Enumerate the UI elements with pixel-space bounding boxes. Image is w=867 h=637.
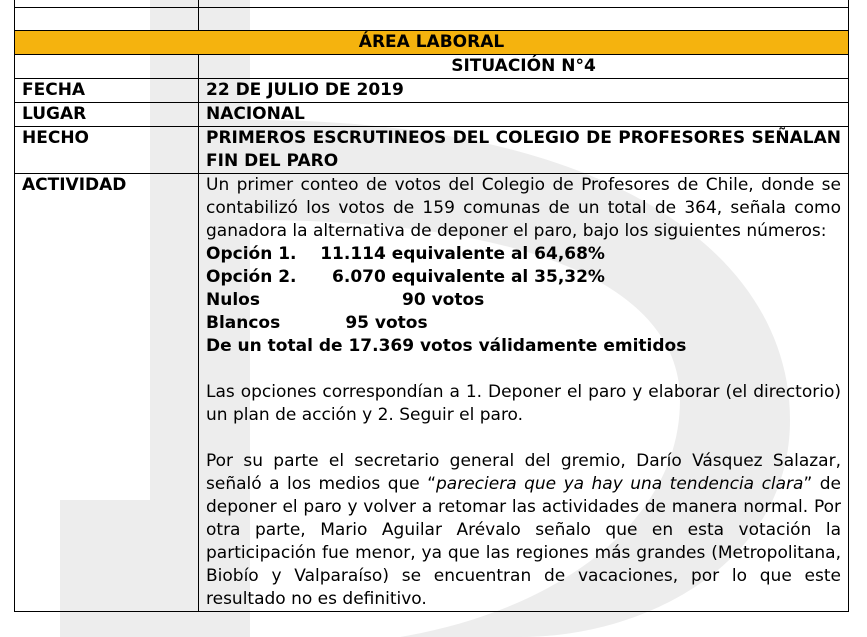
situation-header: SITUACIÓN N°4 xyxy=(199,55,849,79)
actividad-row xyxy=(15,174,849,612)
activity-intro: Un primer conteo de votos del Colegio de Profesores de Chile, donde se contabilizó los votos de 159 comunas de un total de 364, señala como ganadora la alternativa de deponer el paro, bajo los siguientes números: xyxy=(206,175,841,241)
result-line-1 xyxy=(206,243,841,266)
result-label-3: Nulos xyxy=(206,290,260,310)
statement-after: ” de deponer el paro y volver a retomar las actividades de manera normal. Por otra parte, Mario Aguilar Arévalo señalo que en esta votación la participación fue menor, ya que las regiones más grandes (Metropolitana, Biobío y Valparaíso) se encuentran de vacaciones, por lo que este resultado no es definitivo. xyxy=(206,474,841,609)
statement-before: Por su parte el secretario general del gremio, Darío Vásquez Salazar, señaló a los medios que “ xyxy=(206,451,841,494)
actividad-label: ACTIVIDAD xyxy=(15,174,199,612)
hecho-row xyxy=(15,127,849,174)
lugar-row xyxy=(15,103,849,127)
result-line-2 xyxy=(206,266,841,289)
options-text: Las opciones correspondían a 1. Deponer el paro y elaborar (el directorio) un plan de acción y 2. Seguir el paro. xyxy=(206,382,841,425)
empty-row xyxy=(15,8,849,31)
situation-table xyxy=(14,0,849,612)
area-header-row xyxy=(15,31,849,55)
result-label-1: Opción 1. xyxy=(206,244,297,264)
result-line-3 xyxy=(206,289,841,312)
result-label-2: Opción 2. xyxy=(206,267,297,287)
result-value-2: 6.070 equivalente al 35,32% xyxy=(332,267,605,287)
fecha-row xyxy=(15,79,849,103)
previous-row xyxy=(15,0,849,8)
statement-quote: pareciera que ya hay una tendencia clara xyxy=(436,474,804,494)
result-value-4: 95 votos xyxy=(345,313,428,333)
lugar-value: NACIONAL xyxy=(199,103,849,127)
fecha-label: FECHA xyxy=(15,79,199,103)
fecha-value: 22 DE JULIO DE 2019 xyxy=(199,79,849,103)
result-value-1: 11.114 equivalente al 64,68% xyxy=(320,244,605,264)
result-total: De un total de 17.369 votos válidamente emitidos xyxy=(206,336,687,356)
hecho-value: PRIMEROS ESCRUTINEOS DEL COLEGIO DE PROFESORES SEÑALAN FIN DEL PARO xyxy=(199,127,849,174)
area-header: ÁREA LABORAL xyxy=(15,31,849,55)
result-value-3: 90 votos xyxy=(402,290,485,310)
actividad-body xyxy=(199,174,849,612)
result-line-4 xyxy=(206,312,841,335)
situation-header-row xyxy=(15,55,849,79)
lugar-label: LUGAR xyxy=(15,103,199,127)
result-label-4: Blancos xyxy=(206,313,281,333)
statement-paragraph xyxy=(206,450,841,611)
hecho-label: HECHO xyxy=(15,127,199,174)
